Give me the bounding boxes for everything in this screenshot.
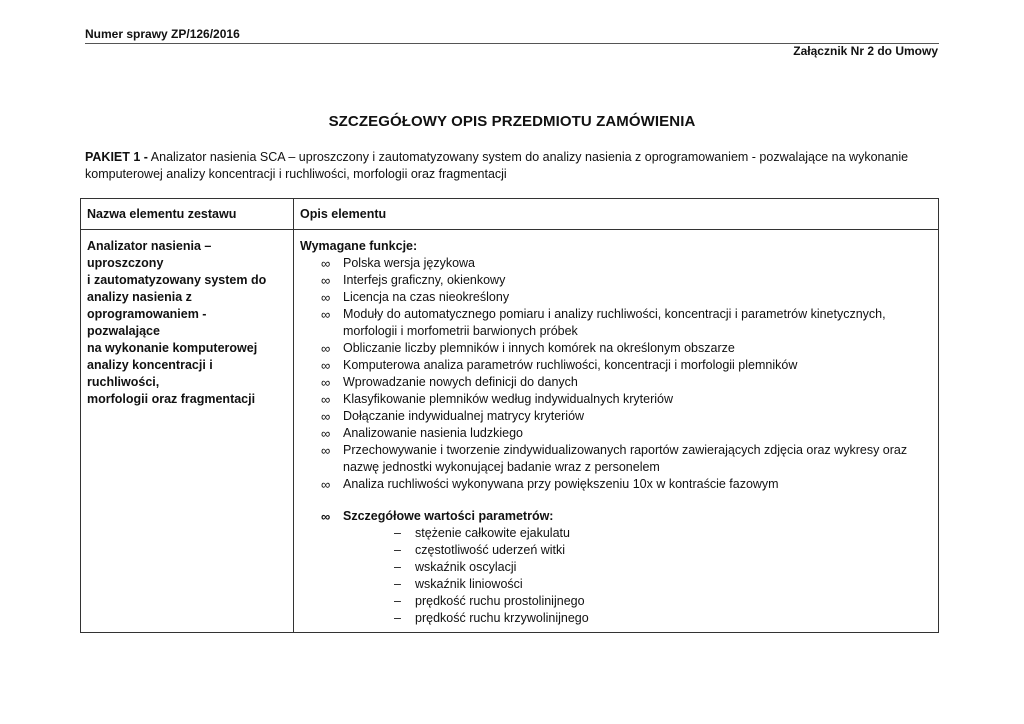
list-item	[300, 340, 930, 357]
list-item	[300, 576, 930, 593]
list-item	[300, 525, 930, 542]
list-item	[300, 593, 930, 610]
list-item	[300, 374, 930, 391]
list-item	[300, 508, 930, 525]
list-item	[300, 425, 930, 442]
param-text: częstotliwość uderzeń witki	[415, 543, 566, 557]
function-text: Przechowywanie i tworzenie zindywidualizowanych raportów zawierających zdjęcia oraz wykresy oraz nazwę jednostki wykonującej badanie wraz z personelem	[343, 443, 908, 474]
item-description-cell	[300, 238, 930, 627]
dash-bullet-icon: –	[394, 526, 401, 540]
function-text: Analiza ruchliwości wykonywana przy powiększeniu 10x w kontraście fazowym	[343, 477, 779, 491]
param-text: stężenie całkowite ejakulatu	[415, 526, 570, 540]
package-label: PAKIET 1 -	[85, 150, 148, 164]
infinity-bullet-icon: ∞	[321, 273, 331, 288]
param-text: prędkość ruchu krzywolinijnego	[415, 611, 589, 625]
infinity-bullet-icon: ∞	[321, 375, 331, 390]
list-item	[300, 559, 930, 576]
function-text: Klasyfikowanie plemników według indywidualnych kryteriów	[343, 392, 674, 406]
dash-bullet-icon: –	[394, 577, 401, 591]
param-text: wskaźnik liniowości	[415, 577, 523, 591]
function-text: Analizowanie nasienia ludzkiego	[343, 426, 523, 440]
functions-list	[300, 255, 930, 493]
function-text: Licencja na czas nieokreślony	[343, 290, 510, 304]
dash-bullet-icon: –	[394, 543, 401, 557]
infinity-bullet-icon: ∞	[321, 290, 331, 305]
infinity-bullet-icon: ∞	[321, 509, 331, 524]
package-description: Analizator nasienia SCA – uproszczony i zautomatyzowany system do analizy nasienia z oprogramowaniem - pozwalające na wykonanie komputerowej analizy koncentracji i ruchliwości, morfologii oraz fragmentacji	[85, 150, 909, 181]
infinity-bullet-icon: ∞	[321, 409, 331, 424]
list-item	[300, 442, 930, 476]
header-row-divider	[81, 229, 938, 230]
functions-label: Wymagane funkcje:	[300, 239, 418, 253]
document-title: SZCZEGÓŁOWY OPIS PRZEDMIOTU ZAMÓWIENIA	[328, 113, 696, 130]
item-name-cell: Analizator nasienia – uproszczony i zautomatyzowany system do analizy nasienia z oprogramowaniem - pozwalające na wykonanie komputerowej analizy koncentracji i ruchliwości, morfologii oraz fragmentacji	[87, 239, 267, 406]
list-item	[300, 272, 930, 289]
list-item	[300, 542, 930, 559]
infinity-bullet-icon: ∞	[321, 358, 331, 373]
dash-bullet-icon: –	[394, 560, 401, 574]
list-spacer	[300, 493, 930, 508]
list-item	[300, 391, 930, 408]
params-heading-list	[300, 508, 930, 525]
column-header-description: Opis elementu	[300, 207, 387, 221]
function-text: Polska wersja językowa	[343, 256, 475, 270]
infinity-bullet-icon: ∞	[321, 307, 331, 322]
list-item	[300, 476, 930, 493]
infinity-bullet-icon: ∞	[321, 341, 331, 356]
function-text: Komputerowa analiza parametrów ruchliwości, koncentracji i morfologii plemników	[343, 358, 798, 372]
list-item	[300, 408, 930, 425]
function-text: Obliczanie liczby plemników i innych komórek na określonym obszarze	[343, 341, 735, 355]
param-text: prędkość ruchu prostolinijnego	[415, 594, 585, 608]
list-item	[300, 357, 930, 374]
column-header-name: Nazwa elementu zestawu	[87, 207, 237, 221]
infinity-bullet-icon: ∞	[321, 392, 331, 407]
list-item	[300, 306, 930, 340]
infinity-bullet-icon: ∞	[321, 443, 331, 458]
param-text: wskaźnik oscylacji	[415, 560, 517, 574]
specification-table	[80, 198, 939, 633]
infinity-bullet-icon: ∞	[321, 477, 331, 492]
infinity-bullet-icon: ∞	[321, 426, 331, 441]
list-item	[300, 610, 930, 627]
params-label: Szczegółowe wartości parametrów:	[343, 509, 554, 523]
column-divider	[293, 199, 294, 632]
list-item	[300, 289, 930, 306]
annex-label: Załącznik Nr 2 do Umowy	[793, 44, 938, 58]
dash-bullet-icon: –	[394, 594, 401, 608]
package-intro	[85, 149, 935, 183]
function-text: Interfejs graficzny, okienkowy	[343, 273, 506, 287]
function-text: Wprowadzanie nowych definicji do danych	[343, 375, 578, 389]
params-list	[300, 525, 930, 627]
dash-bullet-icon: –	[394, 611, 401, 625]
infinity-bullet-icon: ∞	[321, 256, 331, 271]
function-text: Moduły do automatycznego pomiaru i analizy ruchliwości, koncentracji i parametrów kinetycznych, morfologii i morfometrii barwionych próbek	[343, 307, 886, 338]
list-item	[300, 255, 930, 272]
case-number: Numer sprawy ZP/126/2016	[85, 27, 240, 41]
function-text: Dołączanie indywidualnej matrycy kryteriów	[343, 409, 585, 423]
